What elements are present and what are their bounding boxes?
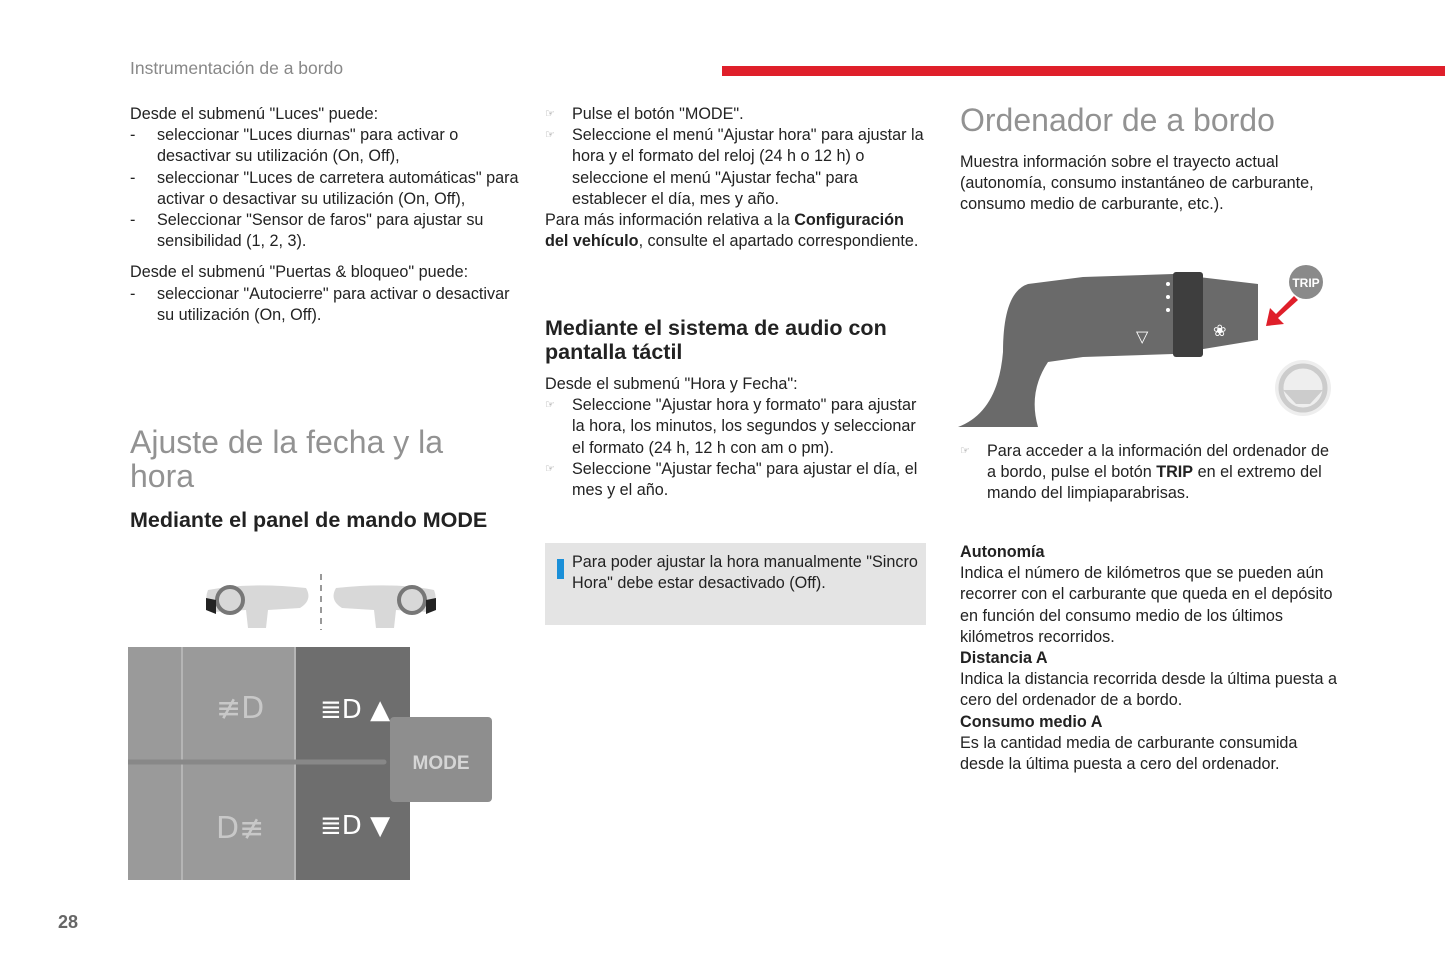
step-item: [545, 104, 930, 125]
trip-button[interactable]: [1289, 265, 1323, 299]
section-title-trip-computer: Ordenador de a bordo: [960, 102, 1275, 138]
step-text: Pulse el botón "MODE".: [572, 105, 744, 123]
svg-text:❀: ❀: [1213, 321, 1227, 340]
desc-autonomy: Indica el número de kilómetros que se pueden aún recorrer con el carburante que queda en el depósito en función del consumo medio de los últimos kilómetros recorridos.: [960, 564, 1333, 646]
more-info: [545, 210, 930, 252]
dash: -: [130, 126, 136, 145]
list-item: [130, 125, 520, 167]
touchscreen-intro: Desde el submenú "Hora y Fecha":: [545, 375, 798, 393]
step-text: en el extremo del mando del limpiaparabrisas.: [987, 463, 1322, 503]
term-distance: Distancia A: [960, 649, 1048, 668]
steering-wheel-right-icon: [334, 585, 436, 628]
column-2: [545, 104, 930, 252]
step-item: [545, 459, 930, 501]
more-info-link: Configuración del vehículo: [545, 211, 904, 251]
step-text: Seleccione el menú "Ajustar hora" para ajustar la hora y el formato del reloj (24 h o 12 h) o seleccione el menú "Ajustar fecha" para establecer el día, mes y año.: [572, 126, 924, 208]
step-item: [545, 395, 930, 459]
desc-consumption: Es la cantidad media de carburante consumida desde la última puesta a cero del ordenador.: [960, 733, 1298, 774]
info-icon: [557, 557, 564, 579]
steering-wheel-icon: [1275, 360, 1331, 416]
dash: -: [130, 168, 136, 187]
desc-distance: Indica la distancia recorrida desde la última puesta a cero del ordenador de a bordo.: [960, 670, 1338, 710]
term-autonomy: Autonomía: [960, 543, 1045, 561]
steering-wheel-left-icon: [206, 585, 308, 628]
list-item-text: seleccionar "Luces diurnas" para activar o desactivar su utilización (On, Off),: [157, 126, 459, 166]
subtitle-touchscreen: Mediante el sistema de audio con pantalla táctil: [545, 316, 887, 364]
step-text: Seleccione "Ajustar fecha" para ajustar el día, el mes y el año.: [572, 459, 918, 500]
trip-label: TRIP: [1156, 463, 1194, 482]
step-text: Seleccione "Ajustar hora y formato" para ajustar la hora, los minutos, los segundos y seleccionar el formato (24 h, 12 h con am o pm).: [572, 396, 917, 457]
list-item: [130, 210, 520, 252]
mode-button[interactable]: [390, 717, 492, 802]
pointing-hand-icon: ☞: [960, 445, 970, 457]
more-info-text: , consulte el apartado correspondiente.: [638, 232, 919, 251]
column-1: [130, 104, 520, 326]
pointing-hand-icon: ☞: [545, 462, 555, 475]
step-text: Para acceder a la información del ordenador de a bordo, pulse el botón: [987, 442, 1329, 482]
rear-fog-icon: D≢: [216, 811, 265, 846]
mode-panel-illustration: [128, 570, 498, 885]
lights-intro: Desde el submenú "Luces" puede:: [130, 105, 379, 123]
dash: -: [130, 284, 136, 303]
doors-intro: Desde el submenú "Puertas & bloqueo" puede:: [130, 263, 469, 282]
subtitle-mode-panel: Mediante el panel de mando MODE: [130, 508, 488, 532]
trip-step: [960, 441, 1340, 505]
list-item: [130, 284, 520, 326]
more-info-text: Para más información relativa a la: [545, 211, 795, 230]
info-note: [545, 543, 926, 625]
info-text: Para poder ajustar la hora manualmente "Sincro Hora" debe estar desactivado (Off).: [572, 553, 918, 593]
section-title-date-time: Ajuste de la fecha y la hora: [130, 424, 444, 494]
headlight-up-icon: ≣D ▲: [320, 695, 391, 725]
section-header: Instrumentación de a bordo: [130, 58, 344, 78]
pointing-hand-icon: ☞: [545, 399, 555, 412]
header-accent-bar: [722, 66, 1445, 76]
red-arrow-icon: [1266, 296, 1298, 326]
svg-text:TRIP: TRIP: [1292, 276, 1320, 290]
front-fog-icon: ≢D: [216, 691, 265, 726]
svg-text:MODE: MODE: [412, 753, 470, 774]
trip-intro: Muestra información sobre el trayecto actual (autonomía, consumo instantáneo de carburante, consumo medio de carburante, etc.).: [960, 153, 1314, 214]
svg-text:▽: ▽: [1136, 327, 1149, 346]
list-item-text: Seleccionar "Sensor de faros" para ajustar su sensibilidad (1, 2, 3).: [157, 211, 484, 251]
headlight-down-icon: ≣D ▼: [320, 811, 391, 841]
step-item: [960, 441, 1340, 505]
wiper-stalk-illustration: [958, 262, 1343, 432]
trip-definitions: [960, 542, 1340, 775]
list-item: [130, 168, 520, 210]
list-item-text: seleccionar "Luces de carretera automáticas" para activar o desactivar su utilización (On, Off),: [157, 168, 519, 208]
step-item: [545, 125, 930, 210]
list-item-text: seleccionar "Autocierre" para activar o desactivar su utilización (On, Off).: [157, 284, 510, 324]
dash: -: [130, 211, 136, 230]
page-number: 28: [58, 912, 79, 932]
pointing-hand-icon: ☞: [545, 129, 555, 142]
term-consumption: Consumo medio A: [960, 712, 1103, 731]
touchscreen-steps: [545, 374, 930, 501]
pointing-hand-icon: ☞: [545, 108, 555, 120]
